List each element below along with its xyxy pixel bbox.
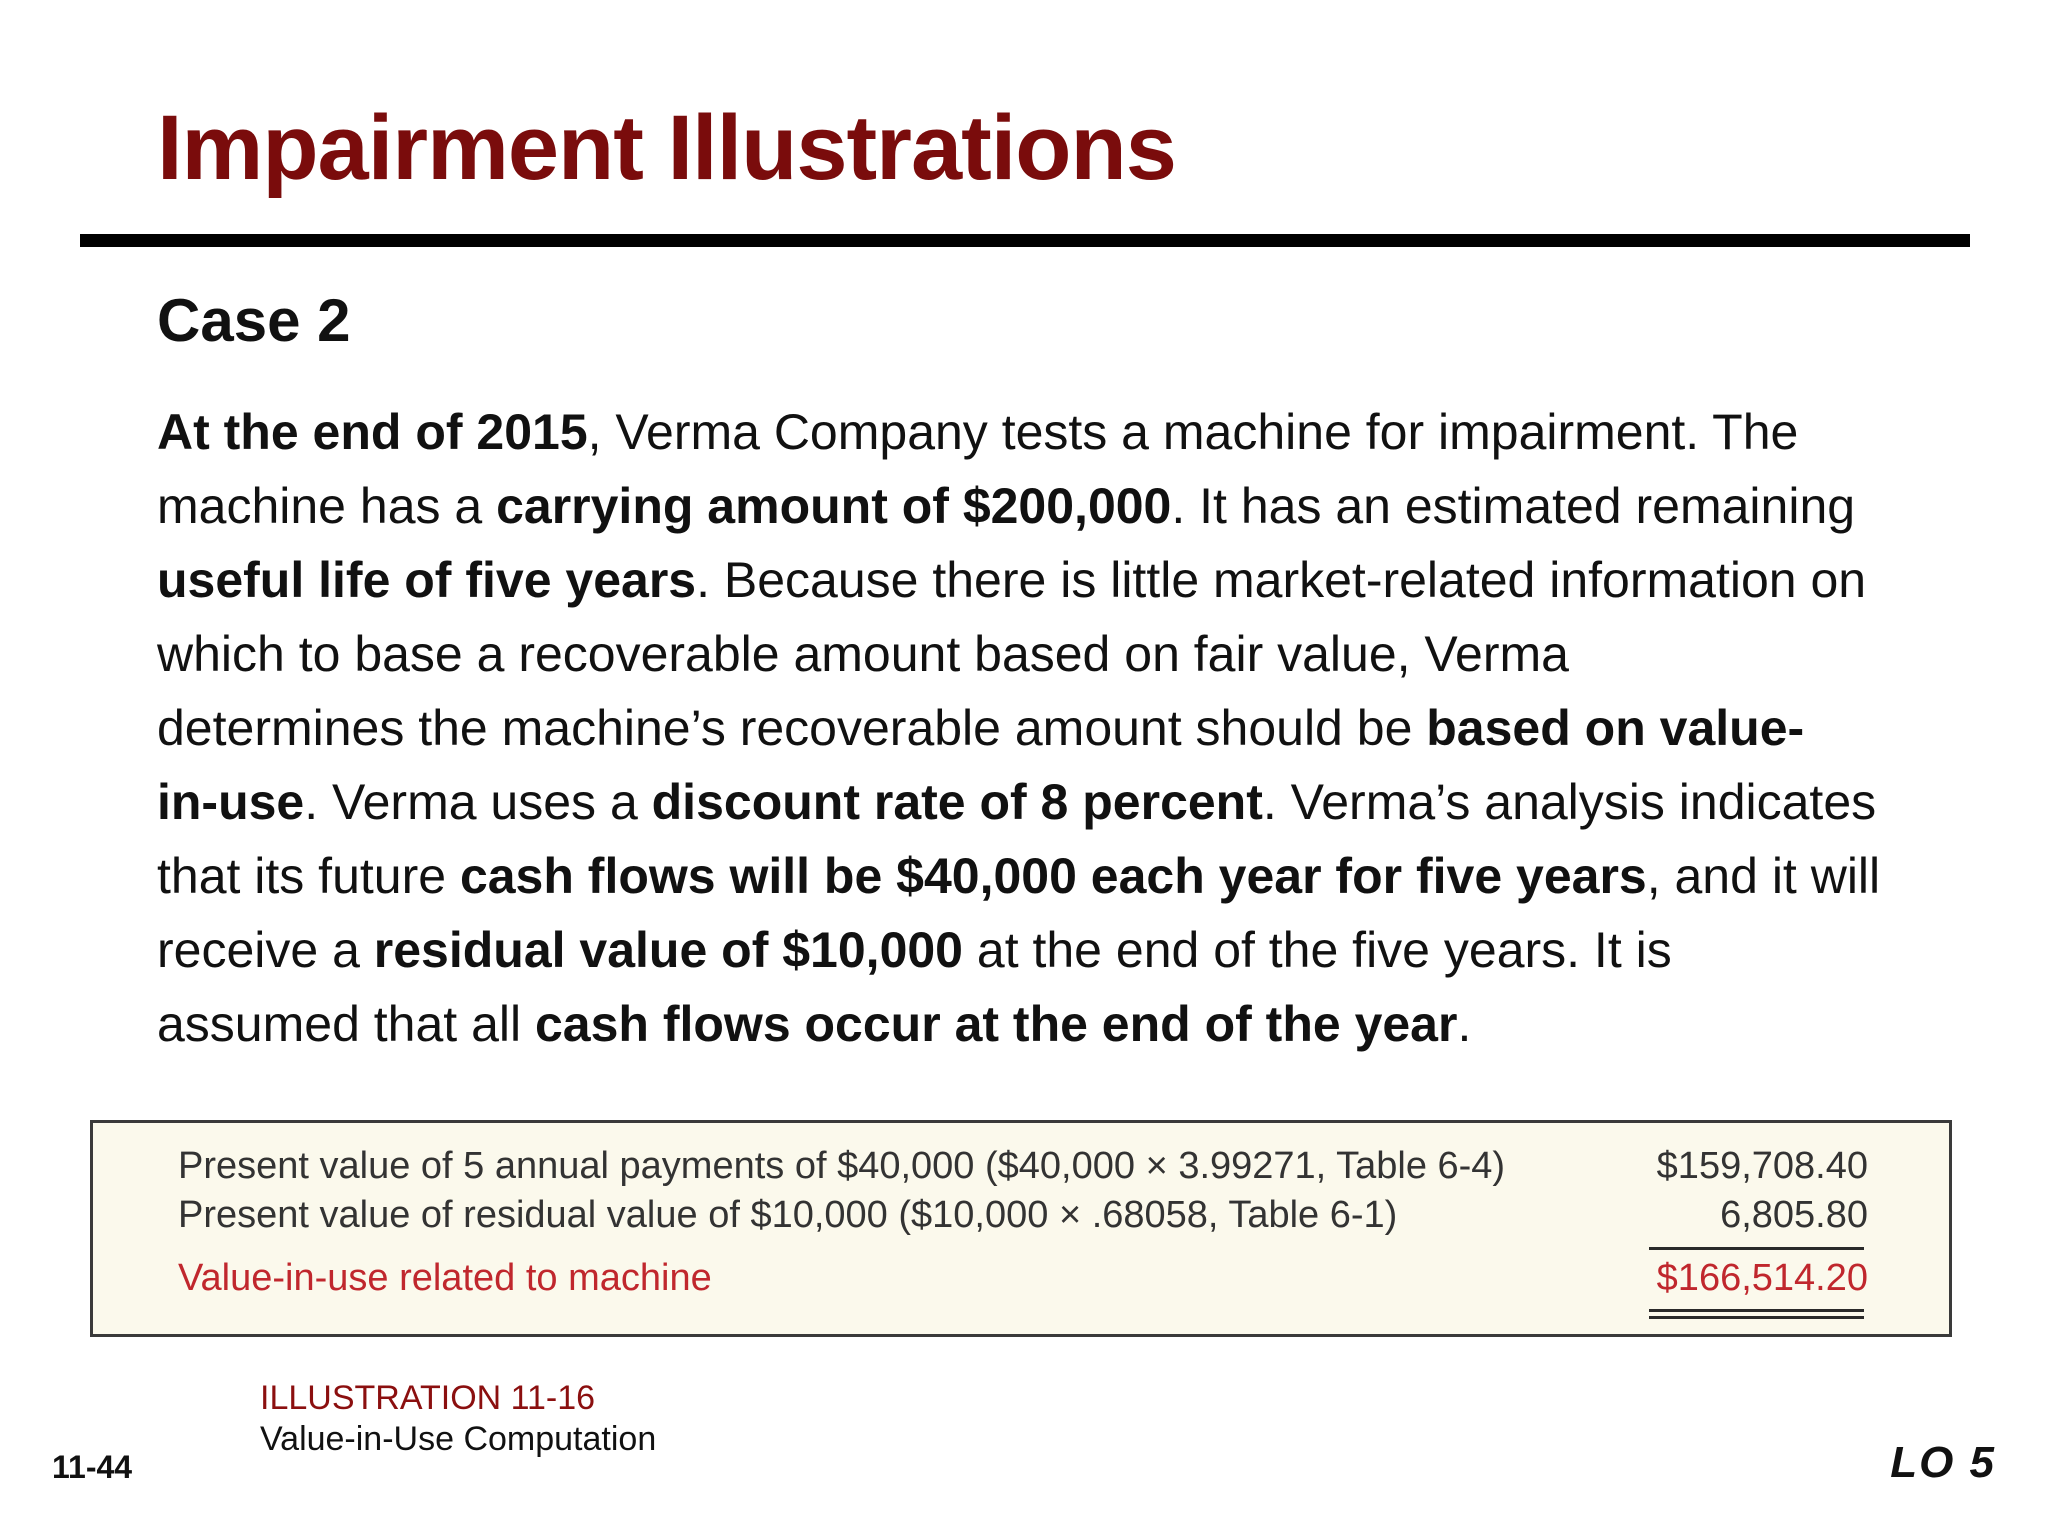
emphasized-text: discount rate of 8 percent [651,774,1263,830]
case-paragraph-line [157,617,1987,691]
case-paragraph-line [157,691,1987,765]
slide-number: 11-44 [52,1449,133,1485]
case-paragraph-line [157,987,1987,1061]
computation-total-label: Value-in-use related to machine [178,1257,712,1299]
paragraph-text: . Verma uses a [304,774,652,830]
emphasized-text: residual value of $10,000 [373,922,963,978]
paragraph-text: , Verma Company tests a machine for impairment. The [587,404,1799,460]
paragraph-text: . Verma’s analysis indicates [1262,774,1877,830]
paragraph-text: . Because there is little market-related information on [696,552,1867,608]
paragraph-text: determines the machine’s recoverable amount should be [157,700,1427,756]
computation-total-amount: $166,514.20 [1656,1257,1868,1299]
case-paragraph-line [157,469,1987,543]
computation-row-amount: 6,805.80 [1720,1194,1868,1236]
learning-objective-tag: LO 5 [1890,1438,1996,1487]
subtotal-underline [1649,1247,1864,1250]
total-double-underline-bottom [1649,1316,1864,1319]
title-divider [80,234,1970,247]
illustration-label: ILLUSTRATION 11-16 [260,1379,596,1417]
paragraph-text: . It has an estimated remaining [1171,478,1856,534]
emphasized-text: useful life of five years [157,552,697,608]
emphasized-text: At the end of 2015 [157,404,588,460]
slide-title: Impairment Illustrations [157,97,1176,199]
paragraph-text: which to base a recoverable amount based on fair value, Verma [157,626,1569,682]
case-paragraph [157,395,1987,1061]
computation-row-label: Present value of 5 annual payments of $40,000 ($40,000 × 3.99271, Table 6-4) [178,1145,1506,1187]
emphasized-text: cash flows occur at the end of the year [534,996,1458,1052]
value-in-use-computation-table [90,1120,1952,1337]
illustration-caption: Value-in-Use Computation [260,1420,657,1458]
emphasized-text: based on value- [1426,700,1805,756]
emphasized-text: in-use [157,774,305,830]
emphasized-text: cash flows will be $40,000 each year for five years [459,848,1647,904]
case-paragraph-line [157,395,1987,469]
case-heading: Case 2 [157,287,351,354]
paragraph-text: assumed that all [157,996,535,1052]
case-paragraph-line [157,765,1987,839]
emphasized-text: carrying amount of $200,000 [496,478,1172,534]
computation-row-label: Present value of residual value of $10,000 ($10,000 × .68058, Table 6-1) [178,1194,1398,1236]
paragraph-text: machine has a [157,478,497,534]
paragraph-text: , and it will [1646,848,1881,904]
computation-row-amount: $159,708.40 [1656,1145,1868,1187]
paragraph-text: at the end of the five years. It is [963,922,1672,978]
case-paragraph-line [157,913,1987,987]
case-paragraph-line [157,839,1987,913]
paragraph-text: receive a [157,922,374,978]
total-double-underline-top [1649,1309,1864,1312]
case-paragraph-line [157,543,1987,617]
paragraph-text: . [1457,996,1472,1052]
paragraph-text: that its future [157,848,460,904]
